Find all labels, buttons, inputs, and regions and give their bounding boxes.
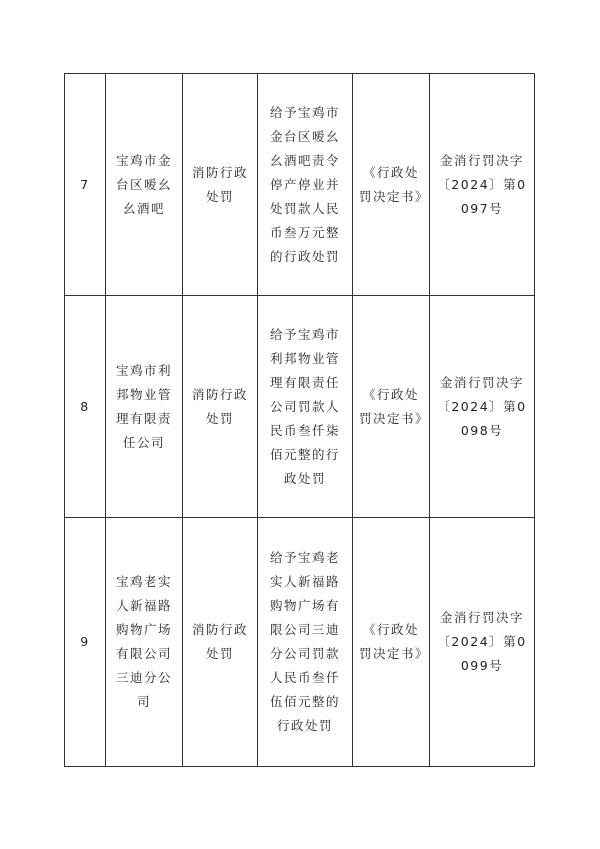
penalty-type: 消防行政处罚 [191,164,248,204]
entity-name-cell [106,518,183,767]
entity-name-cell [106,74,183,296]
penalty-type-cell [183,74,258,296]
document-type-cell [353,74,430,296]
penalty-description: 给予宝鸡市利邦物业管理有限责任公司罚款人民币叁仟柒佰元整的行政处罚 [269,326,340,486]
penalty-type: 消防行政处罚 [191,386,248,426]
document-number-cell [430,74,535,296]
table-row [65,518,535,767]
row-number: 8 [80,398,90,414]
document-number-cell [430,518,535,767]
document-number: 金消行罚决字〔2024〕第0097号 [437,152,527,216]
entity-name: 宝鸡市利邦物业管理有限责任公司 [115,362,172,450]
penalty-description: 给予宝鸡市金台区嗳幺幺酒吧责令停产停业并处罚款人民币叁万元整的行政处罚 [269,104,340,264]
document-number: 金消行罚决字〔2024〕第0099号 [437,610,527,673]
document-type-cell [353,296,430,518]
penalty-type-cell [183,296,258,518]
penalty-table [64,73,535,767]
row-number-cell [65,518,106,767]
entity-name-cell [106,296,183,518]
table-row [65,74,535,296]
document-type: 《行政处罚决定书》 [359,164,430,204]
penalty-description-cell [258,518,353,767]
document-type: 《行政处罚决定书》 [359,386,430,426]
row-number: 7 [80,176,90,192]
row-number-cell [65,74,106,296]
row-number: 9 [80,634,90,649]
table-row [65,296,535,518]
penalty-description: 给予宝鸡老实人新福路购物广场有限公司三迪分公司罚款人民币叁仟伍佰元整的行政处罚 [269,550,340,733]
entity-name: 宝鸡市金台区嗳幺幺酒吧 [115,152,172,216]
document-number-cell [430,296,535,518]
document-type-cell [353,518,430,767]
penalty-description-cell [258,296,353,518]
penalty-type-cell [183,518,258,767]
document-type: 《行政处罚决定书》 [359,622,430,661]
document-number: 金消行罚决字〔2024〕第0098号 [437,374,527,438]
entity-name: 宝鸡老实人新福路购物广场有限公司三迪分公司 [115,574,172,709]
row-number-cell [65,296,106,518]
penalty-description-cell [258,74,353,296]
penalty-type: 消防行政处罚 [191,622,248,661]
